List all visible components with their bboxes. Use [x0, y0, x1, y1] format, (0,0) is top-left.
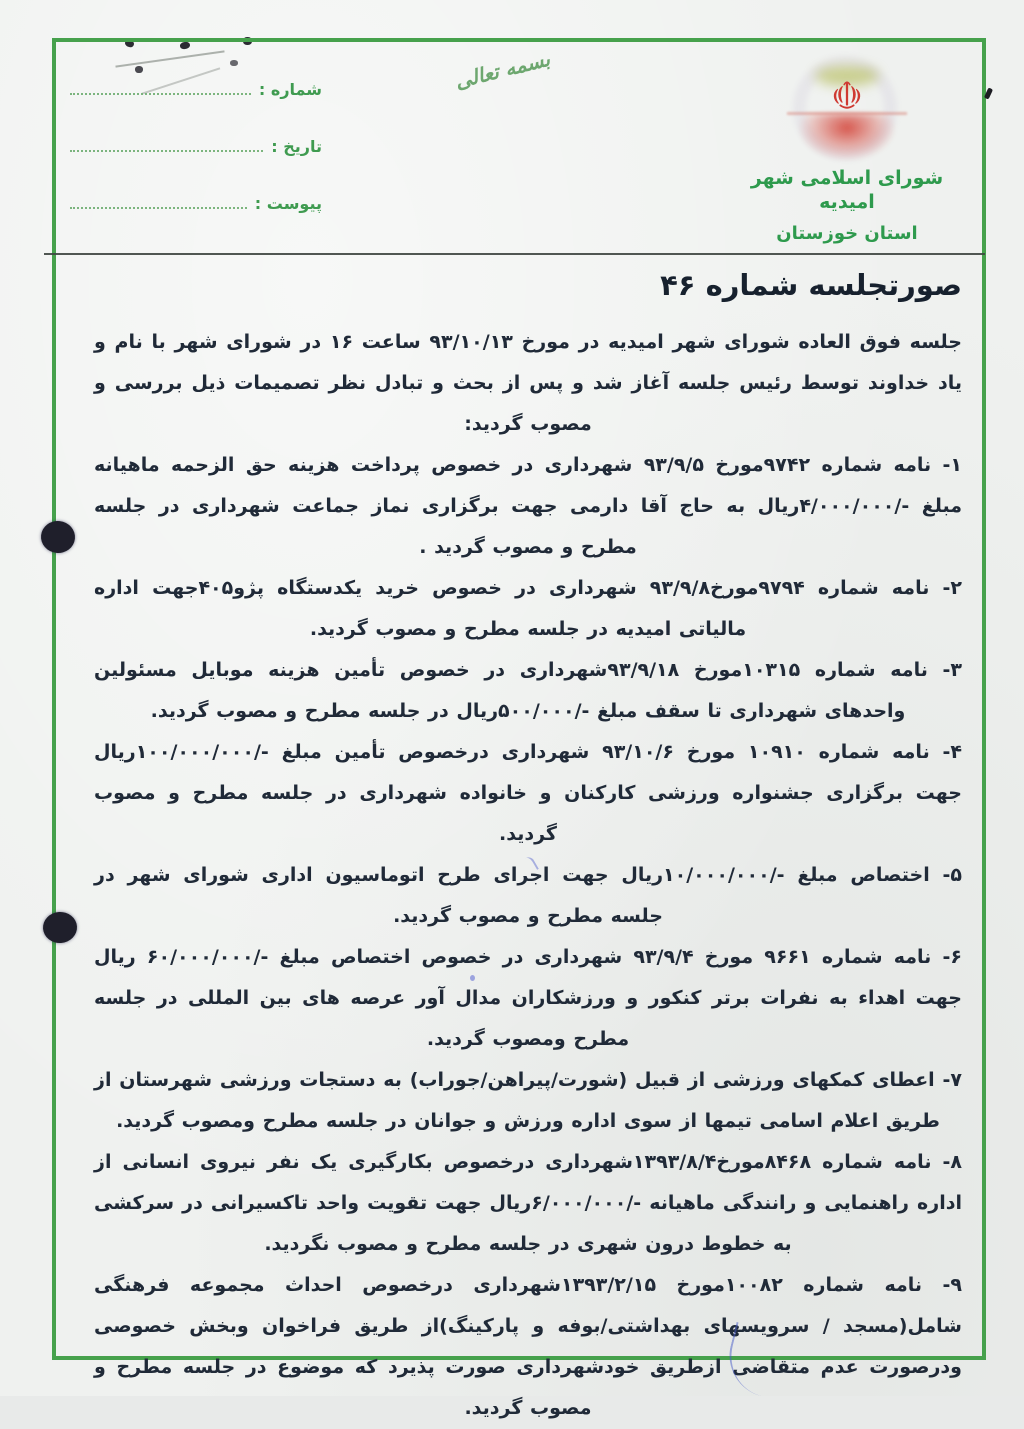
page-title: صورتجلسه شماره ۴۶ — [660, 268, 962, 302]
resolution-item-5: ۵- اختصاص مبلغ -/۱۰/۰۰۰/۰۰۰ریال جهت اجرای طرح اتوماسیون اداری شورای شهر در جلسه مطرح و مصوب گردید. — [94, 864, 963, 927]
number-field-label: شماره : — [258, 80, 322, 99]
resolution-item-4: ۴- نامه شماره ۱۰۹۱۰ مورخ ۹۳/۱۰/۶ شهرداری درخصوص تأمین مبلغ -/۱۰۰/۰۰۰/۰۰۰ریال جهت برگزاری جشنواره ورزشی کارکنان و خانواده شهرداری در جلسه مطرح و مصوب گردید. — [94, 741, 962, 845]
dotted-fill-line — [70, 207, 247, 209]
blue-pen-dot — [470, 975, 475, 981]
resolution-item-7: ۷- اعطای کمکهای ورزشی از قبیل (شورت/پیراهن/جوراب) به دستجات ورزشی شهرستان از طریق اعلام اسامی تیمها از سوی اداره ورزش و جوانان در جلسه مطرح ومصوب گردید. — [94, 1069, 962, 1132]
resolution-item-6: ۶- نامه شماره ۹۶۶۱ مورخ ۹۳/۹/۴ شهرداری در خصوص اختصاص مبلغ -/۶۰/۰۰۰/۰۰۰ ریال جهت اهداء به نفرات برتر کنکور و ورزشکاران مدال آور عرصه های بین المللی در جلسه مطرح ومصوب گردید. — [94, 946, 962, 1050]
field-row-attachment — [70, 158, 322, 215]
resolution-item-3: ۳- نامه شماره ۱۰۳۱۵مورخ ۹۳/۹/۱۸شهرداری در خصوص تأمین هزینه موبایل مسئولین واحدهای شهرداری تا سقف مبلغ -/۵۰۰/۰۰۰ریال در جلسه مطرح و مصوب گردید. — [94, 659, 963, 722]
resolution-item-8: ۸- نامه شماره ۸۴۶۸مورخ۱۳۹۳/۸/۴شهرداری درخصوص بکارگیری یک نفر نیروی انسانی از اداره راهنمایی و رانندگی ماهیانه -/۶/۰۰۰/۰۰۰ریال جهت تقویت واحد تاکسیرانی در سرکشی به خطوط درون شهری در جلسه مطرح و مصوب نگردید. — [94, 1151, 962, 1255]
date-field-label: تاریخ : — [271, 137, 322, 156]
org-name: شورای اسلامی شهر امیدیه — [750, 167, 944, 213]
header-divider-line — [44, 253, 985, 255]
dotted-fill-line — [70, 93, 251, 95]
resolution-item-2: ۲- نامه شماره ۹۷۹۴مورخ۹۳/۹/۸ شهرداری در خصوص خرید یکدستگاه پژو۴۰۵جهت اداره مالیاتی امیدیه در جلسه مطرح و مصوب گردید. — [94, 577, 962, 640]
bismillah-calligraphy: بسمه تعالی — [452, 46, 553, 94]
attachment-field-label: پیوست : — [254, 194, 322, 213]
iran-emblem-icon — [787, 64, 907, 156]
resolution-item-1: ۱- نامه شماره ۹۷۴۲مورخ ۹۳/۹/۵ شهرداری در خصوص پرداخت هزینه حق الزحمه ماهیانه مبلغ -/۴/۰۰۰/۰۰۰ریال به حاج آقا دارمی جهت برگزاری نماز جماعت شهرداری در جلسه مطرح و مصوب گردید . — [94, 454, 963, 558]
letterhead-green-frame — [52, 38, 986, 1419]
field-row-date — [70, 101, 322, 158]
field-row-number — [70, 44, 322, 101]
emblem-red-blur — [799, 114, 895, 160]
organization-block — [734, 64, 960, 246]
resolution-item-9: ۹- نامه شماره ۱۰۰۸۲مورخ ۱۳۹۳/۲/۱۵شهرداری درخصوص احداث مجموعه فرهنگی شامل(مسجد / سرویسهای بهداشتی/بوفه و پارکینگ)از طریق فراخوان وبخش خصوصی ودرصورت عدم متقاضی ازطریق خودشهرداری صورت پذیرد که موضوع در جلسه مطرح و مصوب گردید. — [94, 1274, 962, 1419]
document-body — [94, 268, 962, 1429]
letterhead-fields — [70, 44, 322, 215]
org-province: استان خوزستان — [776, 223, 918, 244]
intro-paragraph: جلسه فوق العاده شورای شهر امیدیه در مورخ ۹۳/۱۰/۱۳ ساعت ۱۶ در شورای شهر با نام و یاد خداوند توسط رئیس جلسه آغاز شد و پس از بحث و تبادل نظر تصمیمات ذیل بررسی و مصوب گردید: — [94, 331, 962, 435]
dotted-fill-line — [70, 150, 263, 152]
allah-emblem-icon — [828, 78, 866, 112]
